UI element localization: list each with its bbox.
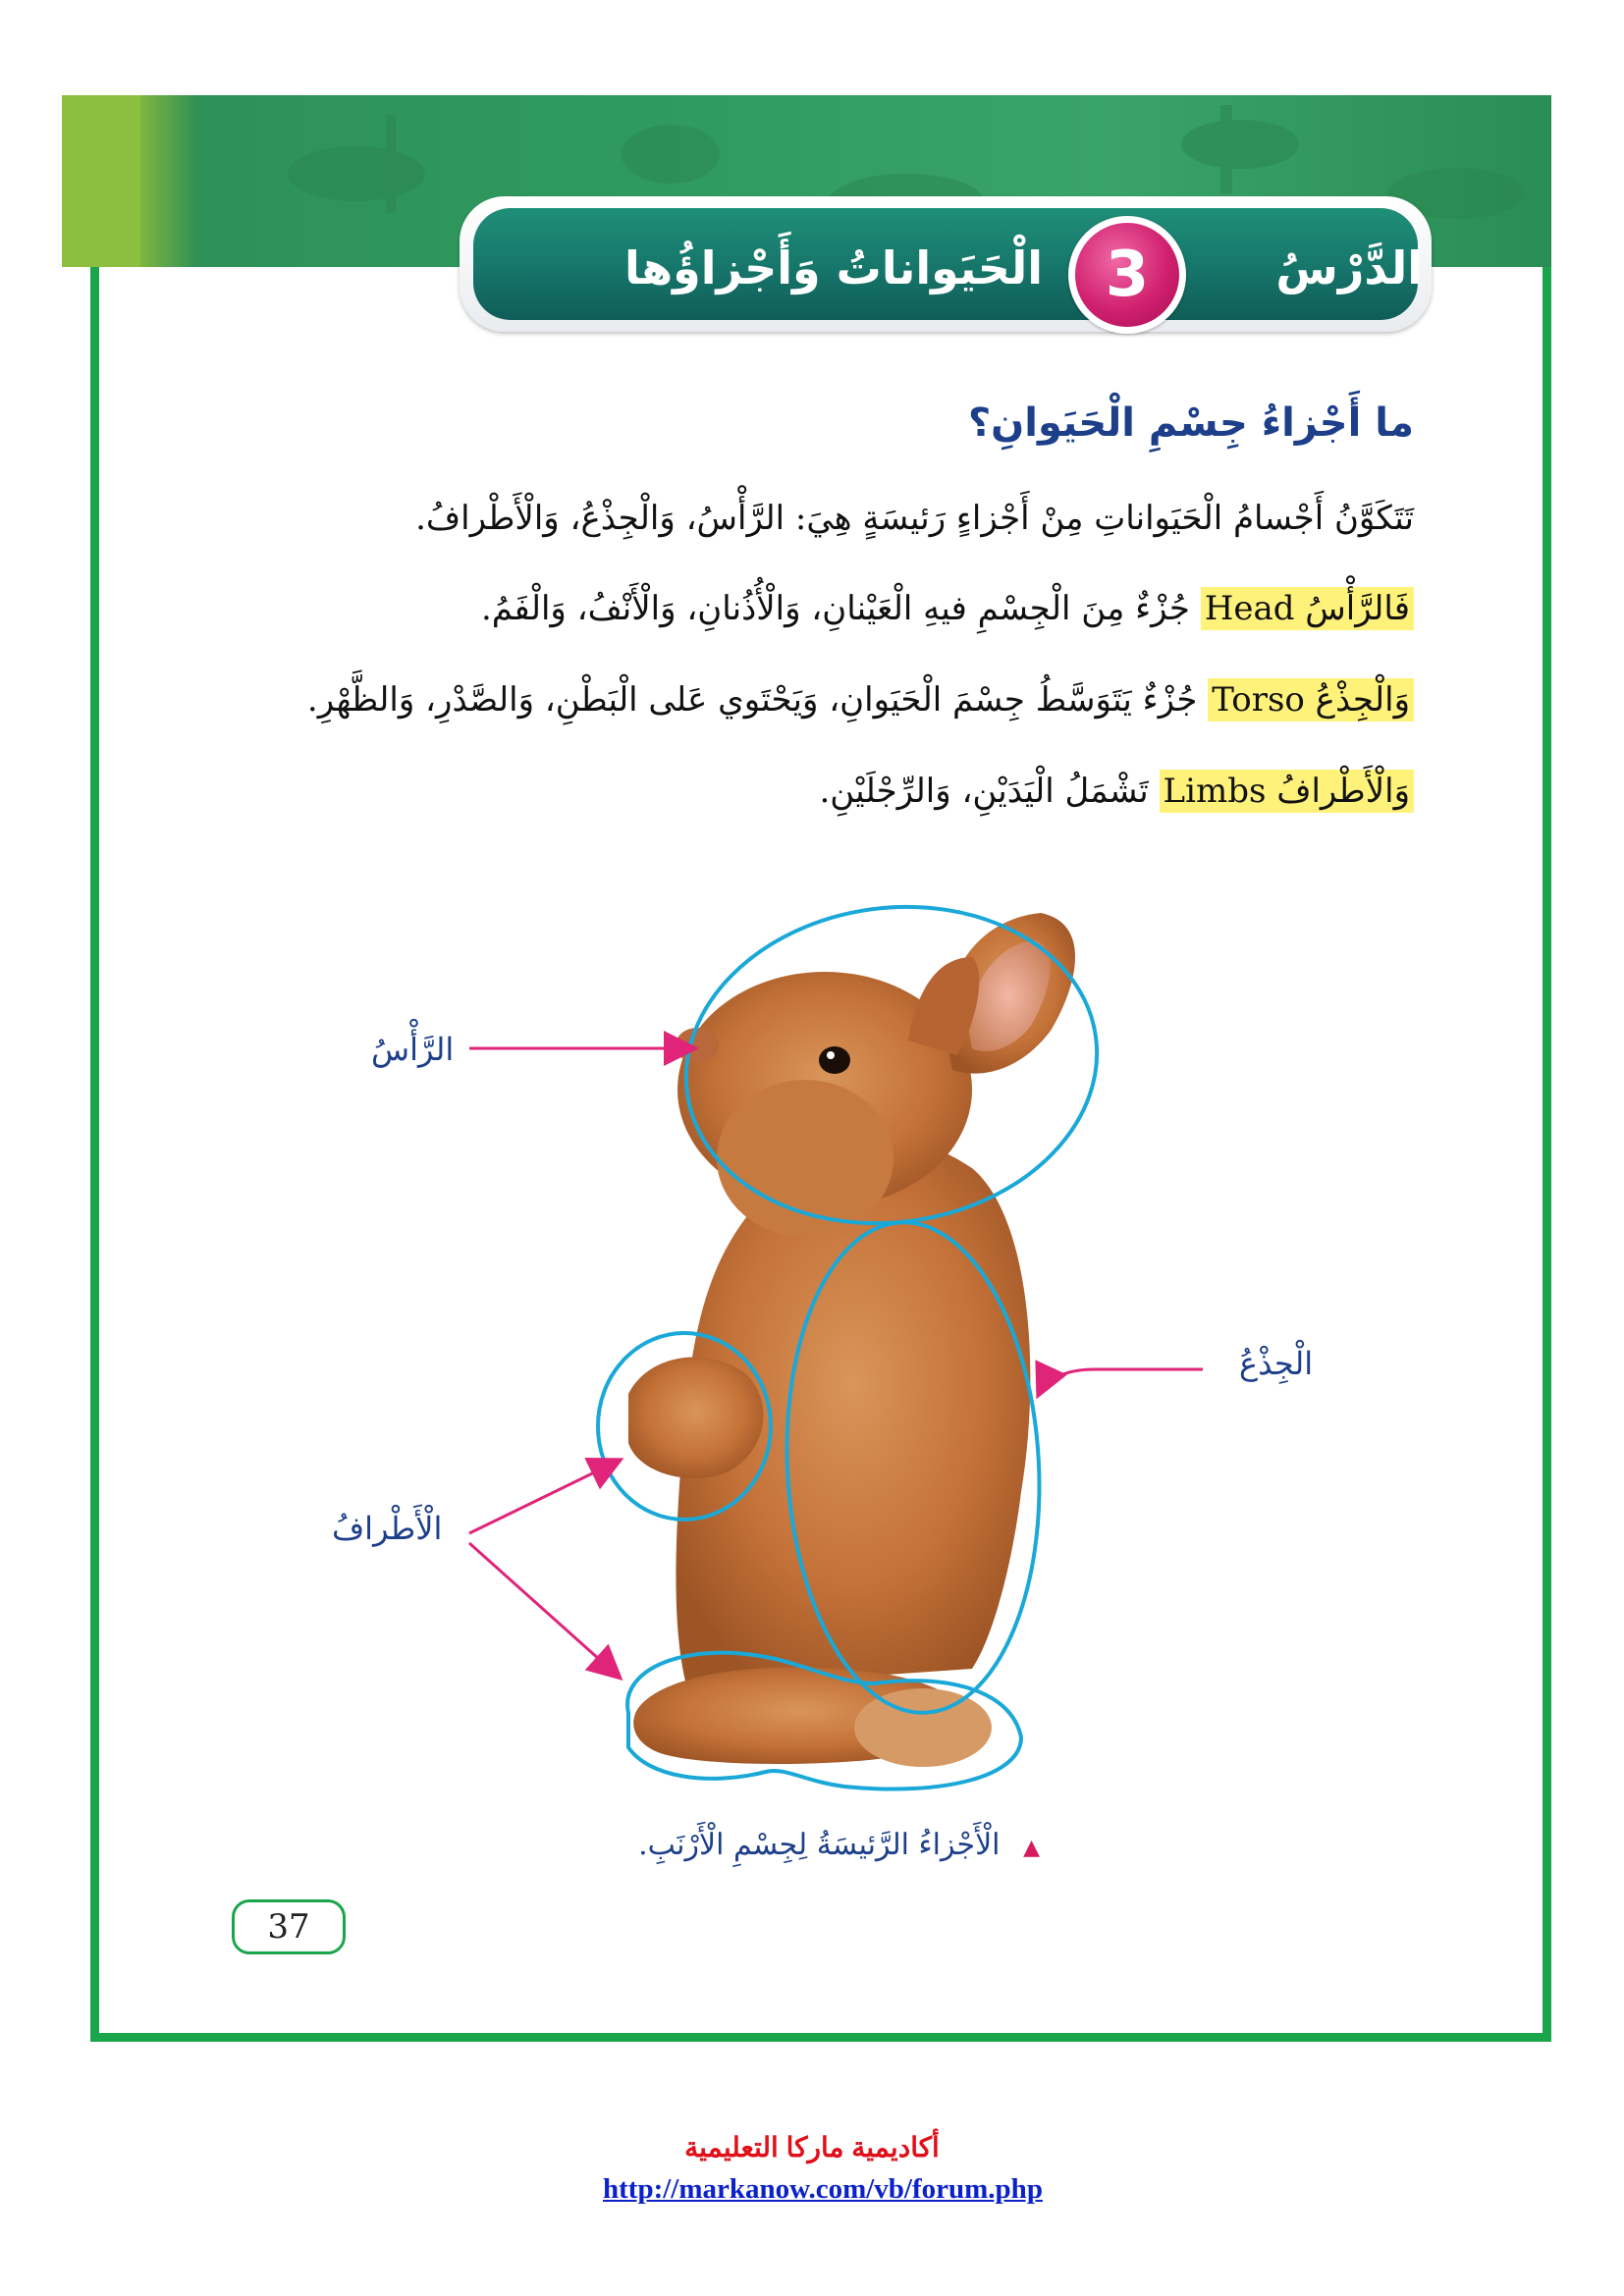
- limbs-definition: تَشْمَلُ الْيَدَيْنِ، وَالرِّجْلَيْنِ.: [819, 772, 1149, 811]
- caption-triangle-icon: ▲: [1023, 1836, 1040, 1860]
- figure-caption: [638, 1828, 1040, 1862]
- footer-link[interactable]: http://markanow.com/vb/forum.php: [603, 2173, 1043, 2205]
- lesson-number-badge: 3: [1068, 216, 1186, 334]
- head-term: فَالرَّأْسُ Head: [1201, 587, 1414, 630]
- torso-label: الْجِذْعُ: [1239, 1345, 1314, 1382]
- caption-text: الْأَجْزاءُ الرَّئيسَةُ لِجِسْمِ الْأَرْنَبِ.: [638, 1828, 1001, 1862]
- limbs-label: الْأَطْرافُ: [332, 1510, 443, 1547]
- torso-arrow: [1039, 1369, 1203, 1394]
- head-definition: جُزْءٌ مِنَ الْجِسْمِ فيهِ الْعَيْنانِ، وَالْأُذُنانِ، وَالْأَنْفُ، وَالْفَمُ.: [480, 589, 1190, 628]
- page-number: 37: [232, 1899, 346, 1954]
- torso-term: وَالْجِذْعُ Torso: [1208, 678, 1414, 721]
- limbs-arrow-upper: [469, 1461, 619, 1533]
- intro-text: تَتَكَوَّنُ أَجْسامُ الْحَيَواناتِ مِنْ أَجْزاءٍ رَئيسَةٍ هِيَ: الرَّأْسُ، وَالْجِذْعُ، وَالْأَطْرافُ.: [415, 499, 1414, 538]
- limbs-term: وَالْأَطْرافُ Limbs: [1160, 770, 1414, 813]
- lesson-word: الدَّرْسُ: [1275, 241, 1423, 294]
- lesson-title: الْحَيَواناتُ وَأَجْزاؤُها: [623, 241, 1043, 294]
- footer-title: أكاديمية ماركا التعليمية: [684, 2132, 940, 2163]
- torso-definition: جُزْءٌ يَتَوَسَّطُ جِسْمَ الْحَيَوانِ، وَيَحْتَوي عَلى الْبَطْنِ، وَالصَّدْرِ، وَالظَّهْرِ.: [306, 680, 1198, 720]
- head-label: الرَّأْسُ: [371, 1031, 455, 1068]
- question-heading: ما أَجْزاءُ جِسْمِ الْحَيَوانِ؟: [967, 400, 1414, 446]
- limbs-arrow-lower: [469, 1543, 619, 1677]
